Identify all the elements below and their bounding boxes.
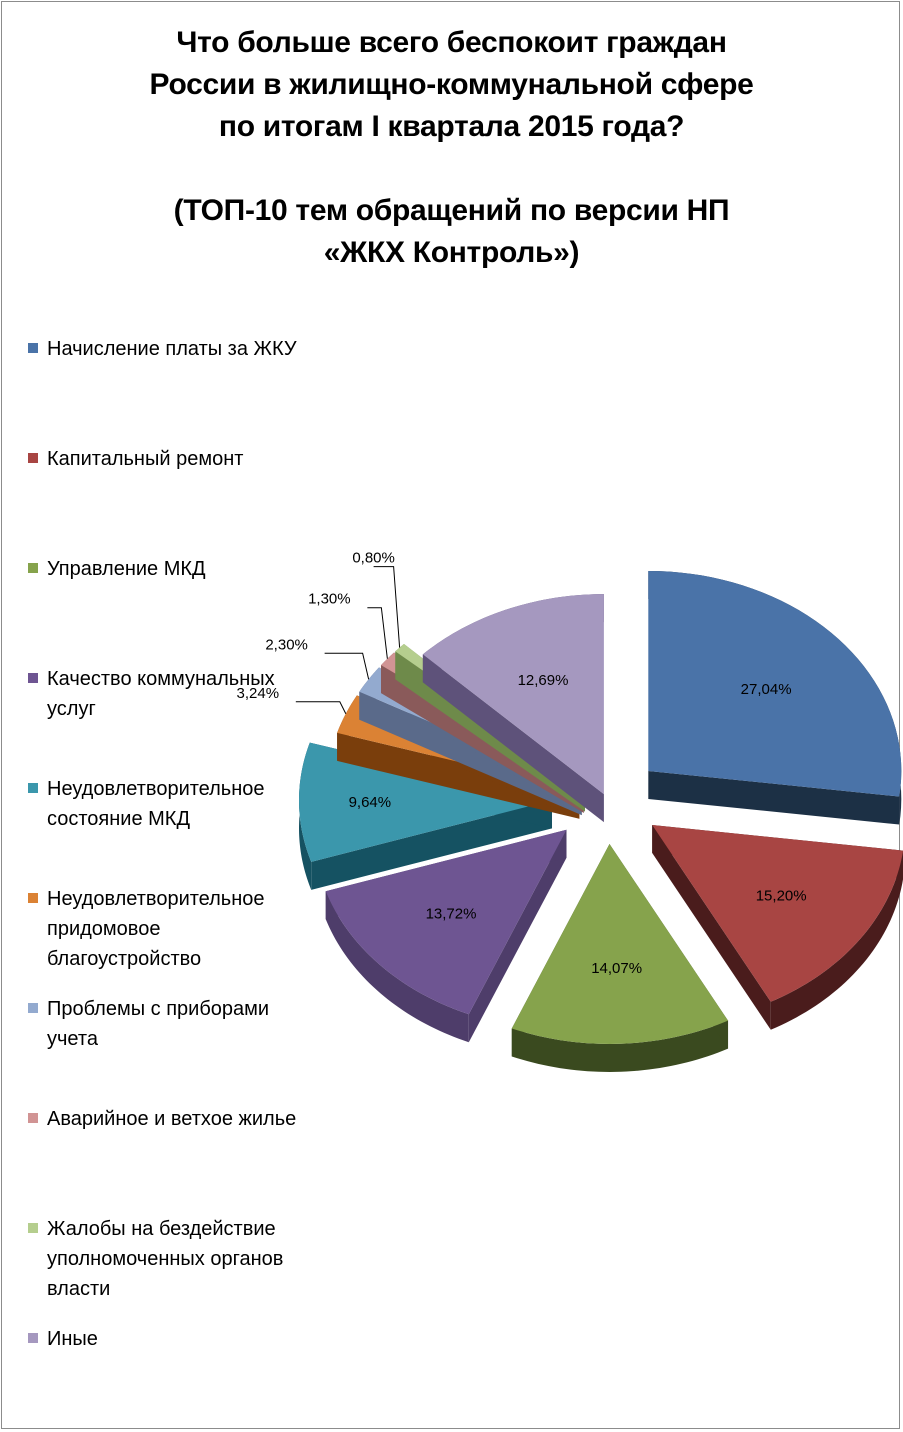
legend-label: Иные <box>47 1328 98 1350</box>
data-label: 13,72% <box>425 905 477 923</box>
data-label: 2,30% <box>265 636 308 654</box>
data-label: 14,07% <box>591 959 643 977</box>
title-line: Что больше всего беспокоит граждан <box>176 26 727 59</box>
legend-label: Начисление платы за ЖКУ <box>47 338 297 360</box>
title-line: (ТОП-10 тем обращений по версии НП <box>173 194 730 227</box>
leader-line <box>374 567 400 648</box>
leader-line <box>296 702 346 714</box>
leader-line <box>367 608 387 659</box>
legend-label: Капитальный ремонт <box>47 448 244 470</box>
title-line: по итогам I квартала 2015 года? <box>218 110 685 143</box>
data-label: 9,64% <box>348 793 392 811</box>
legend-label: Жалобы на бездействие уполномоченных органов власти <box>47 1218 284 1300</box>
leader-line <box>325 653 369 679</box>
data-label: 12,69% <box>517 671 569 689</box>
legend-label: Проблемы с приборами учета <box>47 998 270 1050</box>
data-label: 0,80% <box>352 549 395 567</box>
legend-label: Управление МКД <box>47 558 206 580</box>
data-label: 3,24% <box>236 684 280 702</box>
title-line: России в жилищно-коммунальной сфере <box>149 68 754 101</box>
legend-label: Качество коммунальных услуг <box>47 668 275 720</box>
title-line: «ЖКХ Контроль») <box>323 236 580 269</box>
legend-label: Неудовлетворительное придомовое благоустройство <box>47 888 265 970</box>
legend-label: Аварийное и ветхое жилье <box>47 1108 297 1130</box>
data-label: 27,04% <box>740 681 792 699</box>
data-label: 1,30% <box>308 590 351 608</box>
data-label: 15,20% <box>755 887 807 905</box>
legend-label: Неудовлетворительное состояние МКД <box>47 778 265 830</box>
